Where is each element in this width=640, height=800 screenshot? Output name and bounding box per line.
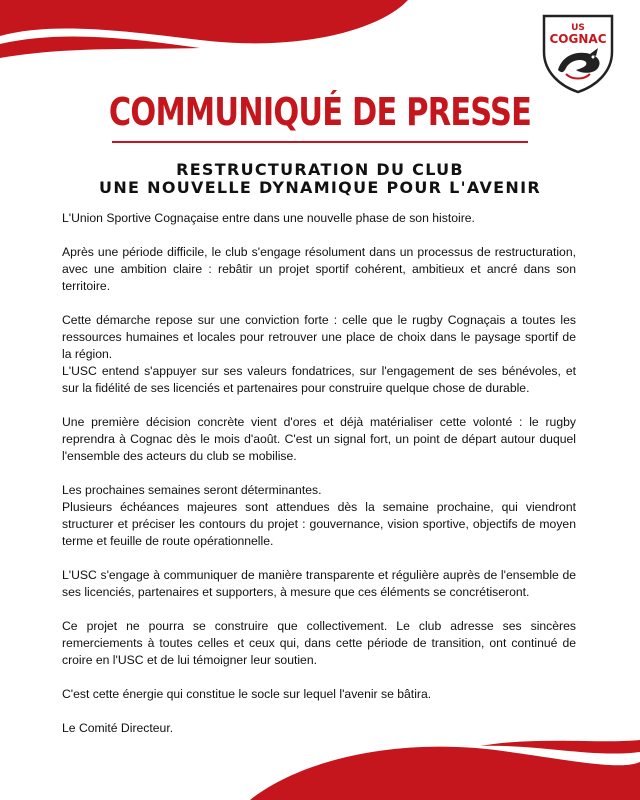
- signature: Le Comité Directeur.: [62, 721, 174, 735]
- paragraph-energy: C'est cette énergie qui constitue le socle sur lequel l'avenir se bâtira.: [62, 687, 432, 701]
- page-title: COMMUNIQUÉ DE PRESSE: [108, 90, 532, 134]
- paragraph-restructuring: Après une période difficile, le club s'engage résolument dans un processus de restructuration, avec une ambition claire : rebâtir un projet sportif cohérent, ambitieux et ancré dans son territoire.: [62, 245, 576, 293]
- paragraph-milestones: Plusieurs échéances majeures sont attendues dès la semaine prochaine, qui viendront structurer et préciser les contours du projet : gouvernance, vision sportive, objectifs de moyen terme et feuille de route opérationnelle.: [62, 500, 576, 548]
- logo-top-text: US: [571, 23, 585, 33]
- paragraph-conviction: Cette démarche repose sur une conviction forte : celle que le rugby Cognaçais a toutes les ressources humaines et locales pour retrouver une place de choix dans le paysage sportif de la région.: [62, 313, 576, 361]
- paragraph-communication: L'USC s'engage à communiquer de manière transparente et régulière auprès de l'ensemble de ses licenciés, partenaires et supporters, à mesure que ces éléments se concrétiseront.: [62, 568, 576, 599]
- subtitle: [0, 161, 640, 197]
- paragraph-coming-weeks: Les prochaines semaines seront déterminantes.: [62, 483, 322, 497]
- paragraph-thanks: Ce projet ne pourra se construire que collectivement. Le club adresse ses sincères remerciements à toutes celles et ceux qui, dans cette période de transition, ont continué de croire en l'USC et de lui témoigner leur soutien.: [62, 619, 576, 667]
- paragraph-values: L'USC entend s'appuyer sur ses valeurs fondatrices, sur l'engagement de ses bénévoles, et sur la fidélité de ses licenciés et partenaires pour construire quelque chose de durable.: [62, 364, 576, 395]
- logo-name: COGNAC: [549, 32, 607, 46]
- subtitle-line-1: RESTRUCTURATION DU CLUB: [176, 160, 464, 179]
- club-logo: [536, 10, 620, 94]
- subtitle-line-2: UNE NOUVELLE DYNAMIQUE POUR L'AVENIR: [99, 178, 541, 197]
- bottom-right-swoosh: [250, 747, 640, 800]
- title-underline: [112, 141, 528, 143]
- paragraph-intro: L'Union Sportive Cognaçaise entre dans une nouvelle phase de son histoire.: [62, 211, 475, 225]
- paragraph-first-decision: Une première décision concrète vient d'ores et déjà matérialiser cette volonté : le rugby reprendra à Cognac dès le mois d'août. C'est un signal fort, un point de départ autour duquel l'ensemble des acteurs du club se mobilise.: [62, 415, 576, 463]
- press-release-body: [62, 210, 576, 754]
- top-left-swoosh-thin: [0, 36, 200, 58]
